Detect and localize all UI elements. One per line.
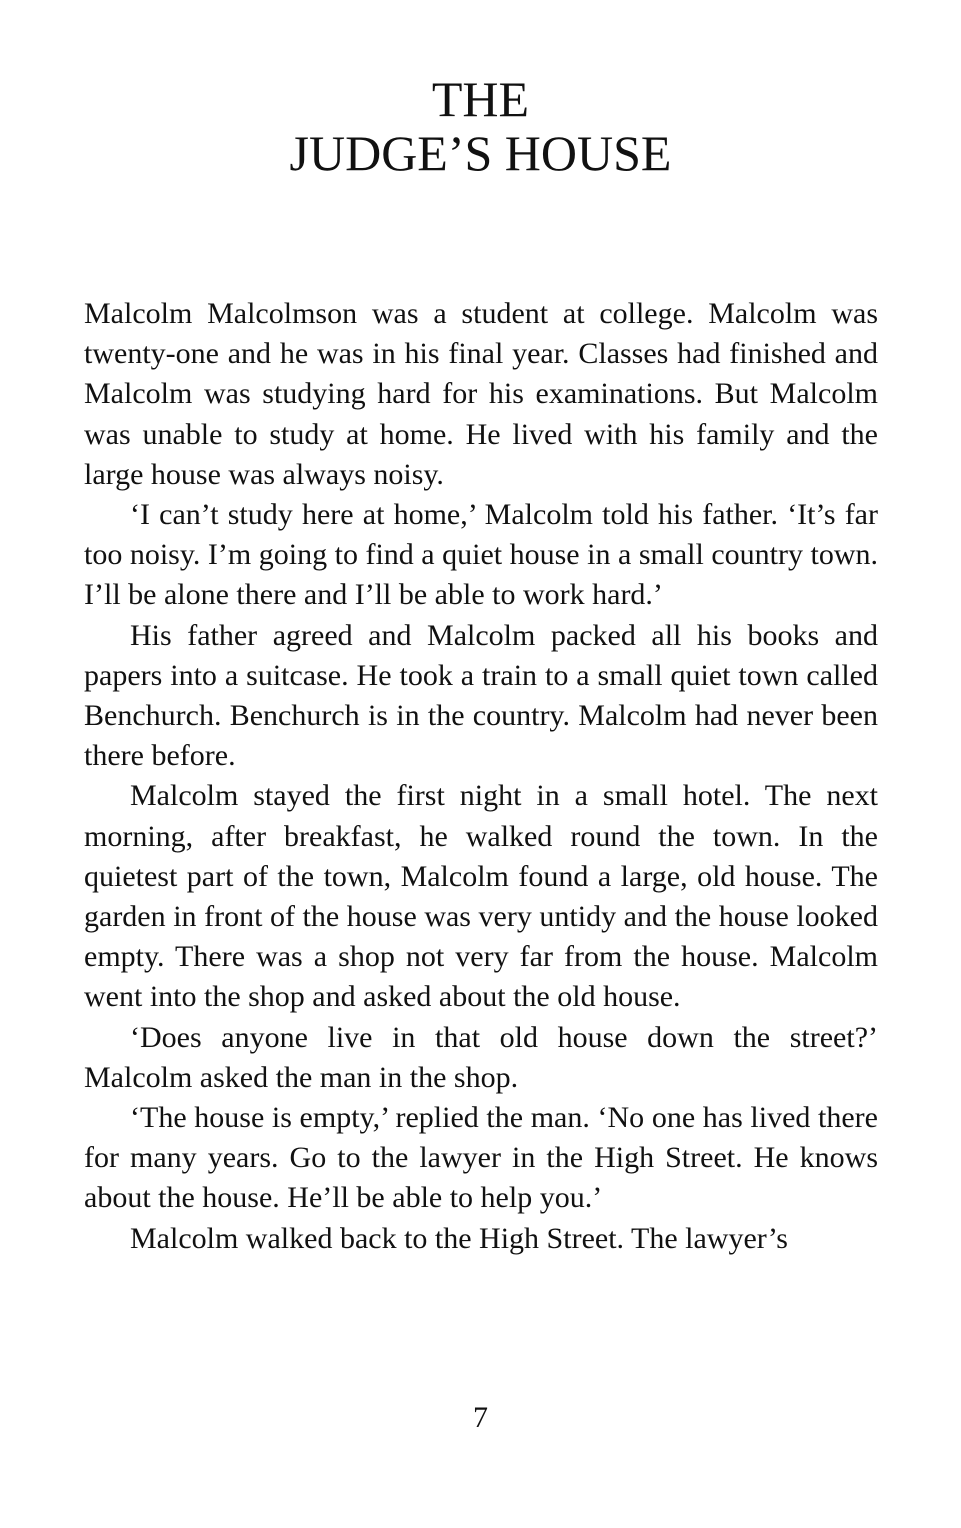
paragraph-5: ‘Does anyone live in that old house down the street?’ Malcolm asked the man in the shop.	[84, 1020, 878, 1094]
paragraph-3: His father agreed and Malcolm packed all his books and papers into a suitcase. He took a train to a small quiet town called Benchurch. Benchurch is in the country. Malcolm had never been there before.	[84, 618, 878, 773]
chapter-title-line-1: THE	[431, 71, 530, 127]
paragraph-1: Malcolm Malcolmson was a student at college. Malcolm was twenty-one and he was in his final year. Classes had finished and Malcolm was studying hard for his examinations. But Malcolm was unable to study at home. He lived with his family and the large house was always noisy.	[84, 297, 878, 491]
body-text	[84, 294, 878, 1259]
page-number: 7	[473, 1401, 488, 1434]
paragraph-2: ‘I can’t study here at home,’ Malcolm told his father. ‘It’s far too noisy. I’m going to find a quiet house in a small country town. I’ll be alone there and I’ll be able to work hard.’	[84, 498, 878, 612]
paragraph-4: Malcolm stayed the first night in a small hotel. The next morning, after breakfast, he walked round the town. In the quietest part of the town, Malcolm found a large, old house. The garden in front of the house was very untidy and the house looked empty. There was a shop not very far from the house. Malcolm went into the shop and asked about the old house.	[84, 779, 878, 1014]
chapter-title	[0, 72, 961, 180]
paragraph-6: ‘The house is empty,’ replied the man. ‘No one has lived there for many years. Go to the lawyer in the High Street. He knows about the house. He’ll be able to help you.’	[84, 1101, 878, 1215]
chapter-title-line-2: JUDGE’S HOUSE	[289, 125, 672, 181]
paragraph-7: Malcolm walked back to the High Street. The lawyer’s	[130, 1221, 788, 1255]
